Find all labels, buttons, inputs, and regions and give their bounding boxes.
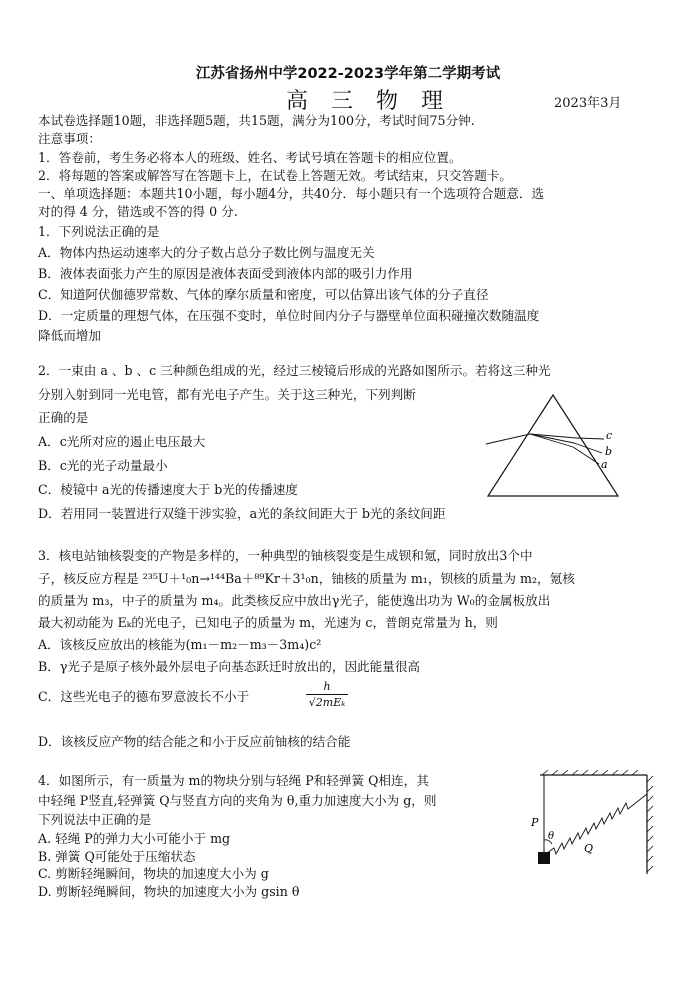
q2-stem-2: 分别入射到同一光电管，都有光电子产生。关于这三种光，下列判断 (38, 387, 416, 402)
school-title: 江苏省扬州中学2022-2023学年第二学期考试 (195, 66, 501, 82)
ray-out-a (573, 447, 599, 464)
q3-stem-4: 最大初动能为 Eₖ的光电子，已知电子的质量为 m，光速为 c，普朗克常量为 h，则 (38, 615, 498, 630)
spring-rope-diagram (522, 770, 662, 878)
q1-option-a: A．物体内热运动速率大的分子数占总分子数比例与温度无关 (38, 245, 375, 260)
q2-stem-1: 2．一束由 a 、b 、c 三种颜色组成的光，经过三棱镜后形成的光路如图所示。若将这三种光 (38, 363, 551, 378)
wall-hatch (647, 776, 653, 872)
q1-stem: 1．下列说法正确的是 (38, 224, 160, 239)
q4-stem-2: 中轻绳 P竖直,轻弹簧 Q与竖直方向的夹角为 θ,重力加速度大小为 g，则 (38, 793, 437, 808)
note-1: 1．答卷前，考生务必将本人的班级、姓名、考试号填在答题卡的相应位置。 (38, 150, 462, 165)
subject-title: 高 三 物 理 (286, 89, 451, 114)
section-1-line-1: 一、单项选择题：本题共10小题，每小题4分，共40分．每小题只有一个选项符合题意．选 (38, 186, 545, 201)
fraction-denominator: √2mEₖ (308, 696, 346, 709)
exam-date: 2023年3月 (554, 96, 622, 111)
section-1-line-2: 对的得 4 分，错选或不答的得 0 分. (38, 204, 238, 219)
q3-stem-1: 3．核电站铀核裂变的产物是多样的，一种典型的铀核裂变是生成钡和氪，同时放出3个中 (38, 548, 533, 563)
q4-option-b: B. 弹簧 Q可能处于压缩状态 (38, 849, 196, 864)
incident-ray (486, 434, 530, 444)
q4-stem-3: 下列说法中正确的是 (38, 812, 152, 827)
q1-option-d: D．一定质量的理想气体，在压强不变时，单位时间内分子与器壁单位面积碰撞次数随温度 (38, 308, 540, 323)
label-q: Q (584, 842, 594, 855)
note-2: 2．将每题的答案或解答写在答题卡上，在试卷上答题无效。考试结束，只交答题卡。 (38, 168, 512, 183)
q3-stem-3: 的质量为 m₃，中子的质量为 m₄。此类核反应中放出γ光子，能使逸出功为 W₀的金属板放出 (38, 593, 551, 608)
label-a: a (601, 458, 608, 471)
q4-option-d: D. 剪断轻绳瞬间，物块的加速度大小为 gsin θ (38, 884, 300, 899)
q3-option-b: B．γ光子是原子核外最外层电子向基态跃迁时放出的，因此能量很高 (38, 659, 421, 674)
fraction-numerator: h (306, 680, 348, 695)
label-p: P (531, 816, 539, 829)
q2-option-d: D．若用同一装置进行双缝干涉实验，a光的条纹间距大于 b光的条纹间距 (38, 506, 446, 521)
ray-inside-b (530, 434, 574, 443)
prism-diagram (478, 392, 628, 502)
q3-option-d: D．该核反应产物的结合能之和小于反应前铀核的结合能 (38, 734, 351, 749)
q3-stem-2: 子，核反应方程是 ²³⁵U＋¹₀n→¹⁴⁴Ba＋⁸⁹Kr＋3¹₀n，铀核的质量为 m₁，钡核的质量为 m₂，氪核 (38, 571, 575, 586)
q4-option-a: A. 轻绳 P的弹力大小可能小于 mg (38, 831, 231, 846)
intro-line: 本试卷选择题10题，非选择题5题，共15题，满分为100分，考试时间75分钟. (38, 113, 475, 128)
q4-stem-1: 4．如图所示，有一质量为 m的物块分别与轻绳 P和轻弹簧 Q相连，其 (38, 773, 429, 788)
block (538, 852, 550, 864)
label-b: b (605, 445, 613, 458)
label-c: c (606, 429, 613, 442)
ceiling-hatch (542, 770, 638, 775)
q4-option-c: C. 剪断轻绳瞬间，物块的加速度大小为 g (38, 866, 269, 881)
ray-out-c (576, 438, 604, 439)
notes-heading: 注意事项： (38, 131, 101, 146)
q3-option-a: A．该核反应放出的核能为(m₁－m₂－m₃－3m₄)c² (38, 637, 322, 652)
q2-option-a: A．c光所对应的遏止电压最大 (38, 434, 206, 449)
q3-option-c-fraction (306, 680, 348, 709)
label-theta: θ (548, 831, 555, 842)
q2-option-b: B．c光的光子动量最小 (38, 458, 168, 473)
spring-q (547, 794, 647, 854)
q1-option-c: C．知道阿伏伽德罗常数、气体的摩尔质量和密度，可以估算出该气体的分子直径 (38, 287, 489, 302)
q3-option-c: C．这些光电子的德布罗意波长不小于 (38, 689, 250, 704)
q1-option-b: B．液体表面张力产生的原因是液体表面受到液体内部的吸引力作用 (38, 266, 413, 281)
q2-option-c: C．棱镜中 a光的传播速度大于 b光的传播速度 (38, 482, 298, 497)
q1-option-d-cont: 降低而增加 (38, 328, 101, 343)
ray-out-b (574, 443, 602, 453)
prism (488, 395, 618, 496)
q2-stem-3: 正确的是 (38, 410, 89, 425)
